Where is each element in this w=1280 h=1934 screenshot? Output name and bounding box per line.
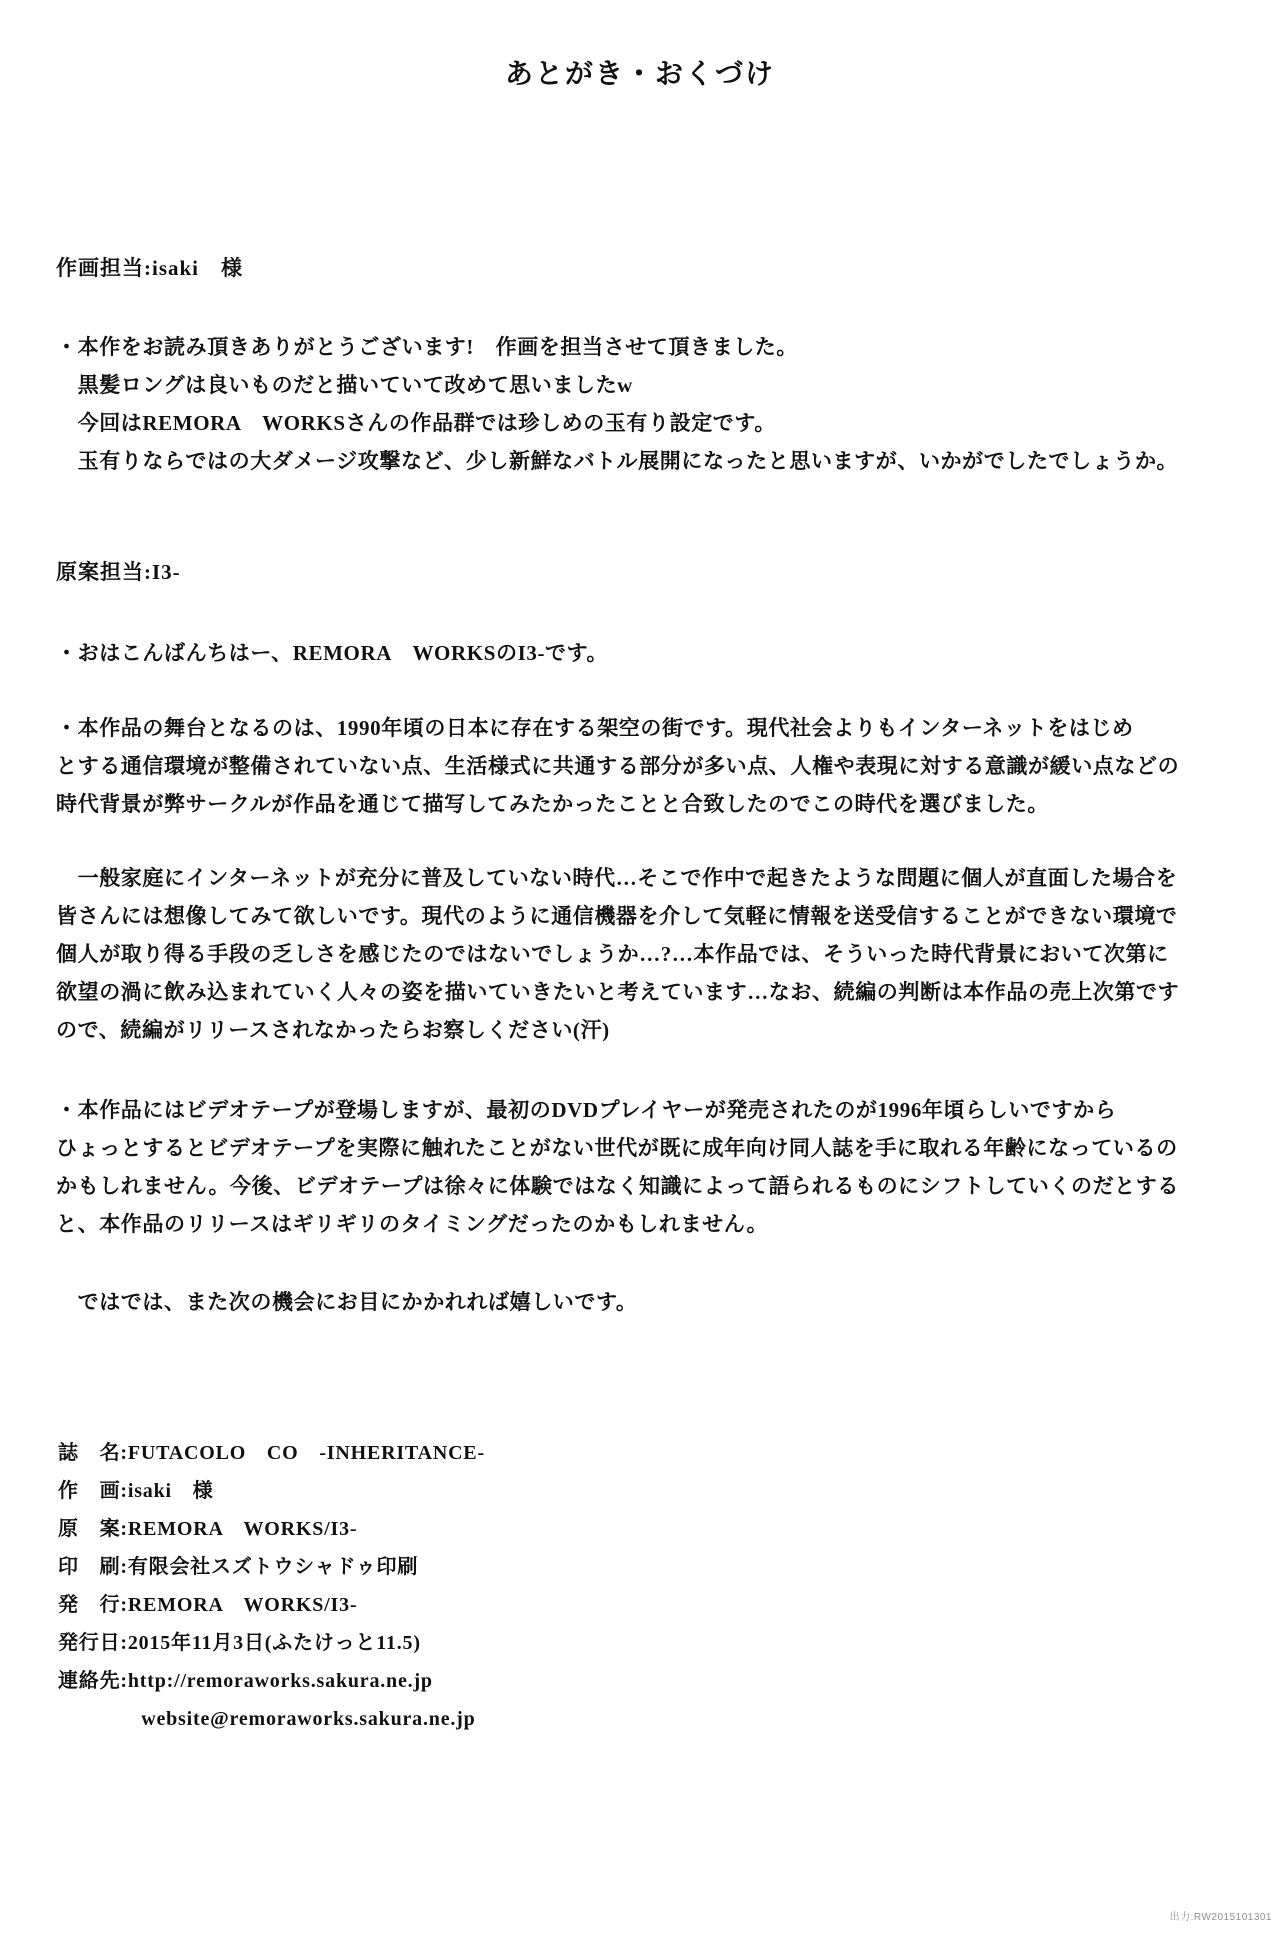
text-line: 一般家庭にインターネットが充分に普及していない時代…そこで作中で起きたような問題に個人が直面した場合を [56, 866, 1178, 890]
page-title: あとがき・おくづけ [504, 59, 775, 90]
text-line: と、本作品のリリースはギリギリのタイミングだったのかもしれません。 [56, 1212, 769, 1236]
colophon-title-line: 誌 名:FUTACOLO CO -INHERITANCE- [58, 1442, 485, 1464]
text-line: ひょっとするとビデオテープを実際に触れたことがない世代が既に成年向け同人誌を手に取れる年齢になっているの [56, 1136, 1178, 1160]
text-line: かもしれません。今後、ビデオテープは徐々に体験ではなく知識によって語られるものにシフトしていくのだとする [56, 1174, 1179, 1198]
text-line: ・本作品にはビデオテープが登場しますが、最初のDVDプレイヤーが発売されたのが1996年頃らしいですから [56, 1098, 1117, 1122]
artist-comment-paragraph [56, 328, 1250, 480]
era-paragraph [56, 859, 1250, 1049]
text-line: とする通信環境が整備されていない点、生活様式に共通する部分が多い点、人権や表現に対する意識が緩い点などの [56, 754, 1180, 778]
text-line: ではでは、また次の機会にお目にかかれれば嬉しいです。 [56, 1290, 638, 1314]
text-line: 欲望の渦に飲み込まれていく人々の姿を描いていきたいと考えています…なお、続編の判断は本作品の売上次第です [56, 980, 1180, 1004]
text-line: 玉有りならではの大ダメージ攻撃など、少し新鮮なバトル展開になったと思いますが、いかがでしたでしょうか。 [56, 449, 1179, 473]
text-line: ・本作をお読み頂きありがとうございます! 作画を担当させて頂きました。 [56, 335, 798, 359]
text-line: 個人が取り得る手段の乏しさを感じたのではないでしょうか…?…本作品では、そういった時代背景において次第に [56, 942, 1169, 966]
artist-credit-heading: 作画担当:isaki 様 [56, 256, 244, 280]
colophon-publisher-line: 発 行:REMORA WORKS/I3- [58, 1594, 358, 1616]
colophon-printer-line: 印 刷:有限会社スズトウシャドゥ印刷 [58, 1556, 419, 1578]
text-line: 黒髪ロングは良いものだと描いていて改めて思いましたw [56, 373, 633, 397]
text-line: ので、続編がリリースされなかったらお察しください(汗) [56, 1018, 610, 1042]
text-line: ・おはこんばんちはー、REMORA WORKSのI3-です。 [56, 641, 609, 665]
setting-paragraph [56, 709, 1250, 823]
writer-greeting-line [56, 634, 1250, 672]
closing-line [56, 1283, 1250, 1321]
text-line: ・本作品の舞台となるのは、1990年頃の日本に存在する架空の街です。現代社会よりもインターネットをはじめ [56, 716, 1134, 740]
print-output-note: 出力:RW2015101301 [1169, 1912, 1272, 1923]
writer-credit-heading: 原案担当:I3- [56, 560, 181, 584]
colophon-contact-email-line: website@remoraworks.sakura.ne.jp [58, 1708, 476, 1730]
text-line: 今回はREMORA WORKSさんの作品群では珍しめの玉有り設定です。 [56, 411, 776, 435]
colophon-original-line: 原 案:REMORA WORKS/I3- [58, 1518, 358, 1540]
colophon-contact-url-line: 連絡先:http://remoraworks.sakura.ne.jp [58, 1670, 433, 1692]
colophon [58, 1434, 1250, 1738]
text-line: 皆さんには想像してみて欲しいです。現代のように通信機器を介して気軽に情報を送受信することができない環境で [56, 904, 1178, 928]
videotape-paragraph [56, 1091, 1250, 1243]
colophon-date-line: 発行日:2015年11月3日(ふたけっと11.5) [58, 1632, 421, 1654]
text-line: 時代背景が弊サークルが作品を通じて描写してみたかったことと合致したのでこの時代を選びました。 [56, 792, 1049, 816]
colophon-artist-line: 作 画:isaki 様 [58, 1480, 214, 1502]
